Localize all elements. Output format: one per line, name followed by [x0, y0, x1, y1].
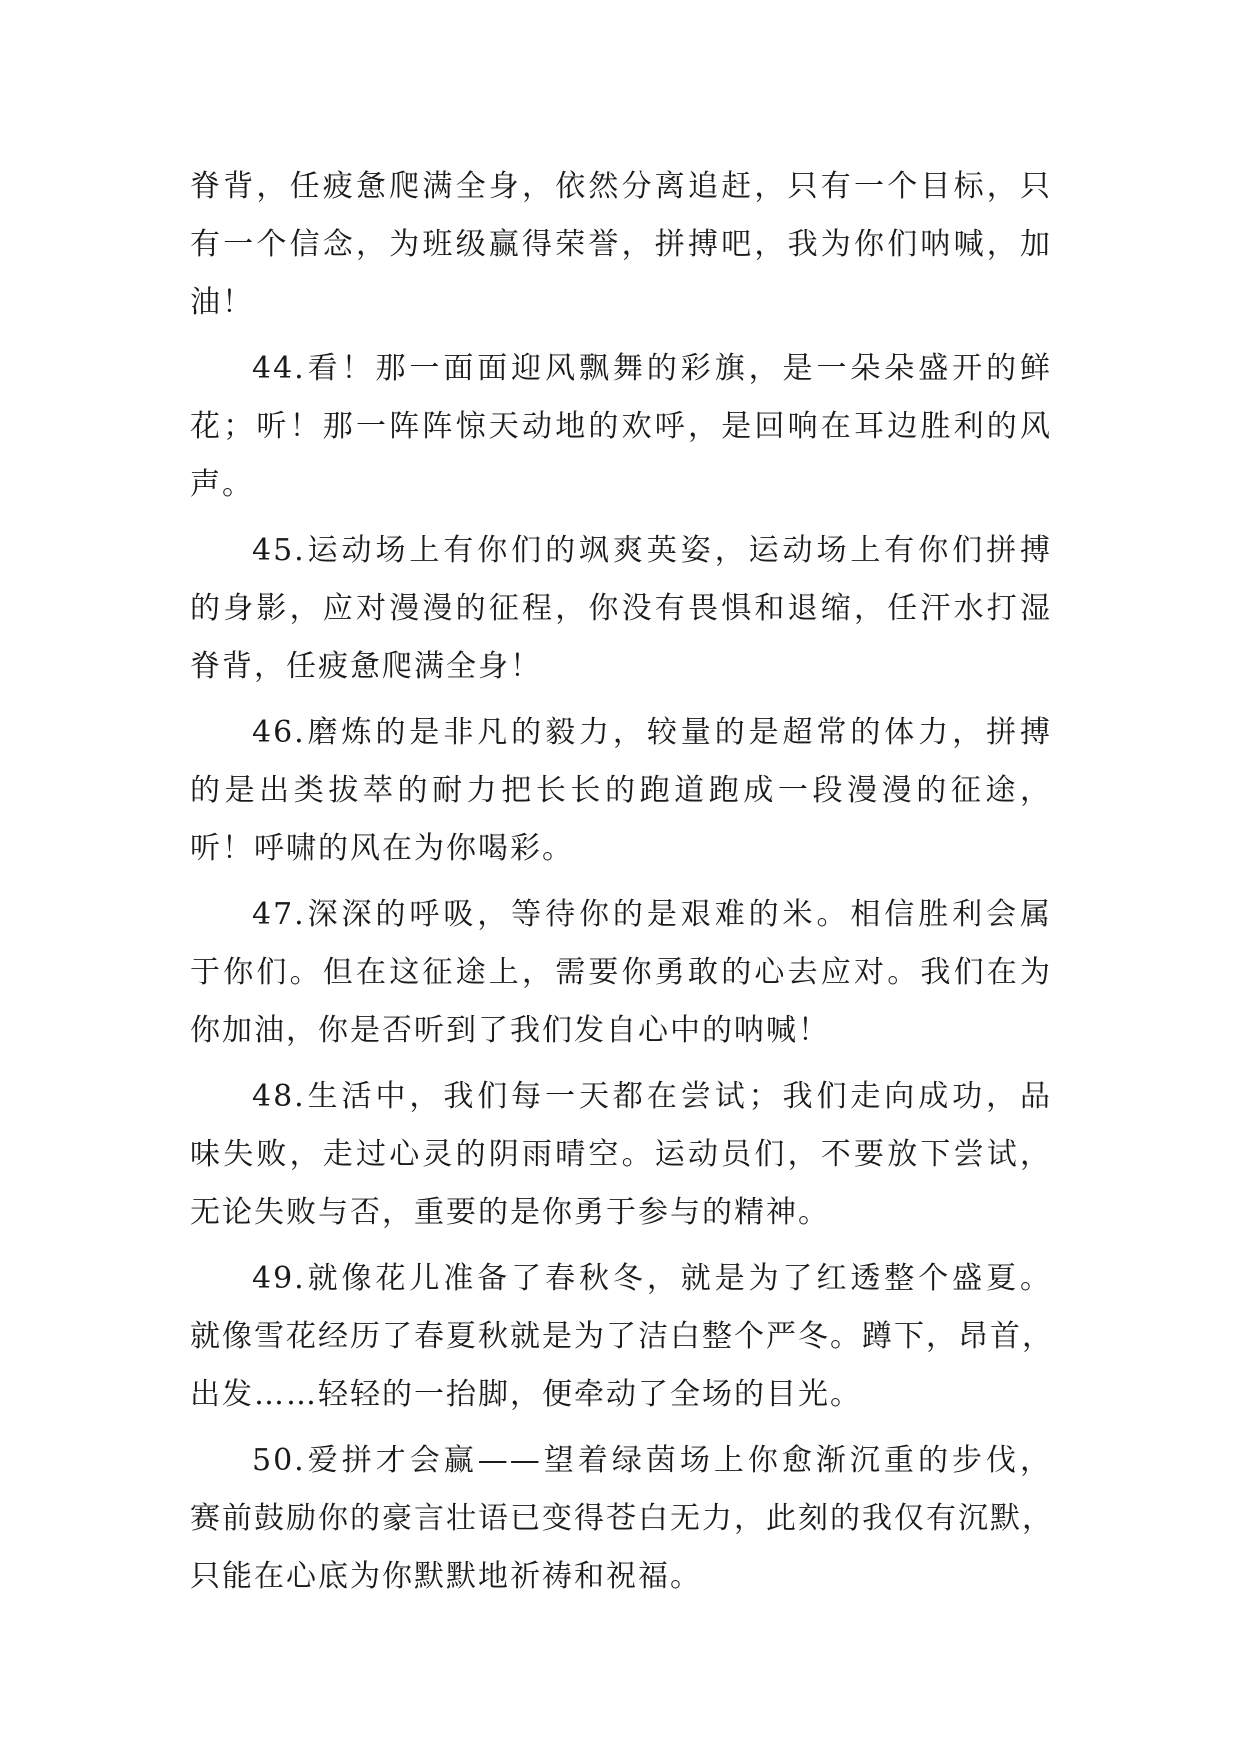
- text-line: 46.磨炼的是非凡的毅力，较量的是超常的体力，拼搏: [252, 715, 1052, 750]
- paragraph-45: [190, 522, 1052, 696]
- paragraph-50: [190, 1432, 1052, 1606]
- text-line: 味失败，走过心灵的阴雨晴空。运动员们，不要放下尝试，: [190, 1137, 1052, 1172]
- text-line: 就像雪花经历了春夏秋就是为了洁白整个严冬。蹲下，昂首，: [190, 1319, 1054, 1354]
- paragraph-49: [190, 1250, 1052, 1424]
- document-body: [190, 158, 1052, 1614]
- text-line: 的身影，应对漫漫的征程，你没有畏惧和退缩，任汗水打湿: [190, 591, 1052, 626]
- text-line: 47.深深的呼吸，等待你的是艰难的米。相信胜利会属: [252, 897, 1052, 932]
- text-line: 油！: [190, 285, 254, 320]
- text-line: 脊背，任疲惫爬满全身，依然分离追赶，只有一个目标，只: [190, 169, 1052, 204]
- text-line: 无论失败与否，重要的是你勇于参与的精神。: [190, 1195, 830, 1230]
- text-line: 出发……轻轻的一抬脚，便牵动了全场的目光。: [190, 1377, 862, 1412]
- text-line: 花；听！那一阵阵惊天动地的欢呼，是回响在耳边胜利的风: [190, 409, 1052, 444]
- text-line: 听！呼啸的风在为你喝彩。: [190, 831, 574, 866]
- text-line: 声。: [190, 467, 254, 502]
- text-line: 有一个信念，为班级赢得荣誉，拼搏吧，我为你们呐喊，加: [190, 227, 1052, 262]
- text-line: 你加油，你是否听到了我们发自心中的呐喊！: [190, 1013, 830, 1048]
- paragraph-46: [190, 704, 1052, 878]
- text-line: 48.生活中，我们每一天都在尝试；我们走向成功，品: [252, 1079, 1052, 1114]
- text-line: 49.就像花儿准备了春秋冬，就是为了红透整个盛夏。: [252, 1261, 1052, 1296]
- paragraph-47: [190, 886, 1052, 1060]
- paragraph-43-continued: [190, 158, 1052, 332]
- text-line: 45.运动场上有你们的飒爽英姿，运动场上有你们拼搏: [252, 533, 1052, 568]
- text-line: 的是出类拔萃的耐力把长长的跑道跑成一段漫漫的征途，: [190, 773, 1052, 808]
- text-line: 赛前鼓励你的豪言壮语已变得苍白无力，此刻的我仅有沉默，: [190, 1501, 1054, 1536]
- text-line: 脊背，任疲惫爬满全身！: [190, 649, 542, 684]
- text-line: 50.爱拼才会赢——望着绿茵场上你愈渐沉重的步伐，: [252, 1443, 1052, 1478]
- paragraph-44: [190, 340, 1052, 514]
- text-line: 44.看！那一面面迎风飘舞的彩旗，是一朵朵盛开的鲜: [252, 351, 1052, 386]
- text-line: 于你们。但在这征途上，需要你勇敢的心去应对。我们在为: [190, 955, 1052, 990]
- text-line: 只能在心底为你默默地祈祷和祝福。: [190, 1559, 702, 1594]
- paragraph-48: [190, 1068, 1052, 1242]
